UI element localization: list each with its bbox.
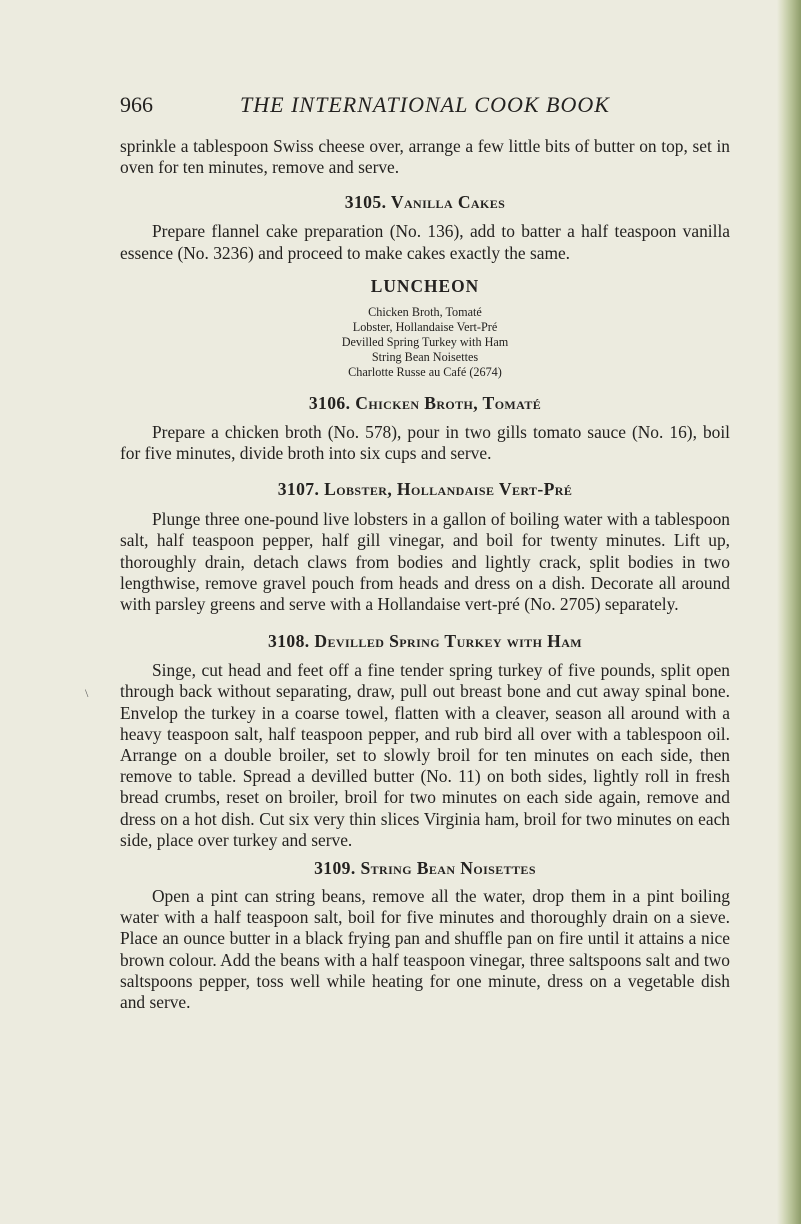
menu-item: Chicken Broth, Tomaté: [368, 304, 482, 319]
recipe-3106-heading: 3106. Chicken Broth, Tomaté: [308, 392, 542, 413]
recipe-3109-body: Open a pint can string beans, remove all the water, drop them in a pint boiling water with a half teaspoon salt, boil for five minutes and thoroughly drain on a sieve. Place an ounce butter in a black frying pan and shuffle pan on fire until it attains a nice brown colour. Add the beans with a half teaspoon vinegar, three saltspoons salt and two saltspoons pepper, toss well while heating for one minute, dress on a vegetable dish and serve.: [120, 886, 730, 1013]
menu-item: Charlotte Russe au Café (2674): [348, 364, 502, 379]
recipe-3108-heading: 3108. Devilled Spring Turkey with Ham: [268, 631, 582, 652]
running-head: [120, 92, 730, 122]
page-number: 966: [120, 92, 153, 117]
luncheon-title: LUNCHEON: [370, 275, 480, 296]
page-edge: [777, 0, 801, 1224]
recipe-3108-body: Singe, cut head and feet off a fine tender spring turkey of five pounds, split open through back without separating, draw, pull out breast bone and cut away spinal bone. Envelop the turkey in a coarse towel, flatten with a cleaver, season all around with a heavy teaspoon salt, half teaspoon pepper, and rub bird all over with a tablespoon oil. Arrange on a double broiler, set to slowly broil for ten minutes on each side, then remove to table. Spread a devilled butter (No. 11) on both sides, lightly roll in fresh bread crumbs, reset on broiler, broil for two minutes on each side again, remove and dress on a hot dish. Cut six very thin slices Virginia ham, broil for two minutes on each side, place over turkey and serve.: [120, 660, 730, 850]
intro-paragraph: sprinkle a tablespoon Swiss cheese over, arrange a few little bits of butter on top, set in oven for ten minutes, remove and serve.: [120, 136, 730, 178]
recipe-3105-body: Prepare flannel cake preparation (No. 136), add to batter a half teaspoon vanilla essence (No. 3236) and proceed to make cakes exactly the same.: [120, 221, 730, 263]
recipe-3106-body: Prepare a chicken broth (No. 578), pour in two gills tomato sauce (No. 16), boil for five minutes, divide broth into six cups and serve.: [120, 421, 730, 464]
recipe-3105-heading: 3105. Vanilla Cakes: [344, 192, 506, 213]
recipe-3107-heading: 3107. Lobster, Hollandaise Vert-Pré: [277, 479, 573, 500]
menu-item: String Bean Noisettes: [371, 349, 479, 364]
book-page: [120, 92, 730, 1013]
luncheon-menu: [120, 305, 730, 380]
recipe-3107-body: Plunge three one-pound live lobsters in a gallon of boiling water with a tablespoon salt, half teaspoon pepper, half gill vinegar, and boil for twenty minutes. Lift up, thoroughly drain, detach claws from bodies and lightly crack, split bodies in two lengthwise, remove gravel pouch from heads and dress on a dish. Decorate all around with parsley greens and serve with a Hollandaise vert-pré (No. 2705) separately.: [120, 509, 730, 615]
menu-item: Lobster, Hollandaise Vert-Pré: [352, 319, 498, 334]
menu-item: Devilled Spring Turkey with Ham: [341, 334, 509, 349]
margin-mark: \: [85, 686, 89, 700]
recipe-3109-heading: 3109. String Bean Noisettes: [314, 858, 536, 879]
book-title: THE INTERNATIONAL COOK BOOK: [240, 92, 610, 117]
